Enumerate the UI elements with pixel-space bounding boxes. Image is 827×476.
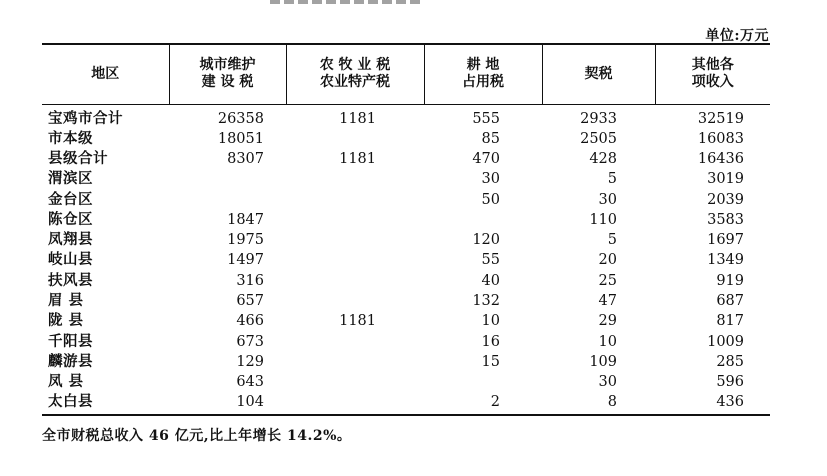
header-farmland-occupation-tax: 耕 地 占用税 (424, 44, 542, 104)
tax-revenue-table (42, 43, 770, 416)
farmland-tax-value: 16 (481, 333, 500, 350)
other-revenue-value: 436 (655, 392, 770, 415)
other-revenue-value: 1349 (707, 252, 744, 269)
other-revenue-value: 919 (716, 272, 744, 289)
header-urban-maintenance-tax: 城市维护 建 设 税 (169, 44, 286, 104)
other-revenue-value: 1009 (707, 333, 744, 350)
agricultural-tax-value (286, 331, 424, 351)
urban-maintenance-tax-value: 673 (236, 333, 264, 350)
farmland-tax-value: 30 (481, 171, 500, 188)
agricultural-tax-value (286, 352, 424, 372)
region-name: 陈仓区 (48, 210, 93, 228)
farmland-tax-value: 40 (481, 272, 500, 289)
farmland-tax-value: 55 (481, 252, 500, 269)
region-name: 岐山县 (48, 251, 93, 269)
footnote: 全市财税总收入 46 亿元,比上年增长 14.2%。 (42, 428, 352, 444)
deed-tax-value: 30 (598, 191, 617, 208)
table-row (42, 104, 770, 129)
urban-maintenance-tax-value: 1497 (227, 252, 264, 269)
agricultural-tax-value (286, 230, 424, 250)
agricultural-tax-value (286, 129, 424, 149)
deed-tax-value: 2505 (580, 130, 617, 147)
farmland-tax-value: 120 (472, 232, 500, 249)
other-revenue-value: 817 (716, 313, 744, 330)
other-revenue-value: 596 (716, 374, 744, 391)
region-name: 太白县 (42, 392, 169, 415)
region-name: 扶风县 (48, 271, 93, 289)
table-row (42, 169, 770, 189)
urban-maintenance-tax-value: 26358 (217, 110, 264, 127)
other-revenue-value: 3019 (707, 171, 744, 188)
agricultural-tax-value (286, 189, 424, 209)
agricultural-tax-value: 1181 (339, 150, 376, 167)
table-row (42, 311, 770, 331)
table-row (42, 230, 770, 250)
other-revenue-value: 16436 (697, 150, 744, 167)
table-row (42, 392, 770, 415)
deed-tax-value: 2933 (580, 110, 617, 127)
region-name: 县级合计 (48, 149, 108, 167)
deed-tax-value: 30 (598, 374, 617, 391)
deed-tax-value: 110 (589, 211, 617, 228)
deed-tax-value: 5 (607, 171, 617, 188)
urban-maintenance-tax-value: 18051 (217, 130, 264, 147)
urban-maintenance-tax-value: 643 (236, 374, 264, 391)
unit-label: 单位:万元 (705, 28, 769, 44)
other-revenue-value: 1697 (707, 232, 744, 249)
farmland-tax-value: 10 (481, 313, 500, 330)
region-name: 眉 县 (48, 292, 84, 310)
farmland-tax-value: 15 (481, 353, 500, 370)
header-agricultural-tax: 农 牧 业 税 农业特产税 (286, 44, 424, 104)
header-other-revenue: 其他各 项收入 (655, 44, 770, 104)
region-name: 凤 县 (48, 373, 84, 391)
deed-tax-value: 8 (542, 392, 655, 415)
deed-tax-value: 5 (607, 232, 617, 249)
deed-tax-value: 47 (598, 293, 617, 310)
agricultural-tax-value (286, 250, 424, 270)
deed-tax-value: 109 (589, 353, 617, 370)
region-name: 市本级 (48, 129, 93, 147)
deed-tax-value: 29 (598, 313, 617, 330)
region-name: 千阳县 (48, 332, 93, 350)
region-name: 金台区 (48, 190, 93, 208)
urban-maintenance-tax-value: 316 (236, 272, 264, 289)
farmland-tax-value (424, 210, 542, 230)
header-region: 地区 (42, 44, 169, 104)
table-row (42, 372, 770, 392)
urban-maintenance-tax-value: 657 (236, 293, 264, 310)
urban-maintenance-tax-value (169, 189, 286, 209)
table-row (42, 149, 770, 169)
table-row (42, 271, 770, 291)
urban-maintenance-tax-value: 129 (236, 353, 264, 370)
farmland-tax-value: 470 (472, 150, 500, 167)
deed-tax-value: 428 (589, 150, 617, 167)
other-revenue-value: 32519 (697, 110, 744, 127)
region-name: 渭滨区 (48, 170, 93, 188)
deed-tax-value: 25 (598, 272, 617, 289)
farmland-tax-value: 555 (472, 110, 500, 127)
other-revenue-value: 2039 (707, 191, 744, 208)
deed-tax-value: 10 (598, 333, 617, 350)
urban-maintenance-tax-value: 1847 (227, 211, 264, 228)
table-header-row (42, 44, 770, 104)
agricultural-tax-value: 1181 (339, 313, 376, 330)
deed-tax-value: 20 (598, 252, 617, 269)
table-row (42, 352, 770, 372)
agricultural-tax-value (286, 271, 424, 291)
farmland-tax-value: 50 (481, 191, 500, 208)
cropped-title-fragment (270, 0, 420, 4)
urban-maintenance-tax-value: 1975 (227, 232, 264, 249)
region-name: 麟游县 (48, 352, 93, 370)
region-name: 陇 县 (48, 312, 84, 330)
agricultural-tax-value (286, 169, 424, 189)
region-name: 宝鸡市合计 (48, 109, 123, 127)
table-row (42, 291, 770, 311)
agricultural-tax-value (286, 392, 424, 415)
agricultural-tax-value (286, 291, 424, 311)
other-revenue-value: 687 (716, 293, 744, 310)
farmland-tax-value: 132 (472, 293, 500, 310)
other-revenue-value: 16083 (697, 130, 744, 147)
agricultural-tax-value (286, 210, 424, 230)
urban-maintenance-tax-value: 8307 (227, 150, 264, 167)
table-row (42, 210, 770, 230)
agricultural-tax-value (286, 372, 424, 392)
farmland-tax-value (424, 372, 542, 392)
urban-maintenance-tax-value (169, 169, 286, 189)
urban-maintenance-tax-value: 466 (236, 313, 264, 330)
urban-maintenance-tax-value: 104 (169, 392, 286, 415)
farmland-tax-value: 2 (424, 392, 542, 415)
table-row (42, 331, 770, 351)
table-row (42, 129, 770, 149)
agricultural-tax-value: 1181 (339, 110, 376, 127)
table-row (42, 189, 770, 209)
table-body (42, 104, 770, 415)
table-row (42, 250, 770, 270)
other-revenue-value: 285 (716, 353, 744, 370)
region-name: 凤翔县 (48, 231, 93, 249)
other-revenue-value: 3583 (707, 211, 744, 228)
header-deed-tax: 契税 (542, 44, 655, 104)
farmland-tax-value: 85 (481, 130, 500, 147)
